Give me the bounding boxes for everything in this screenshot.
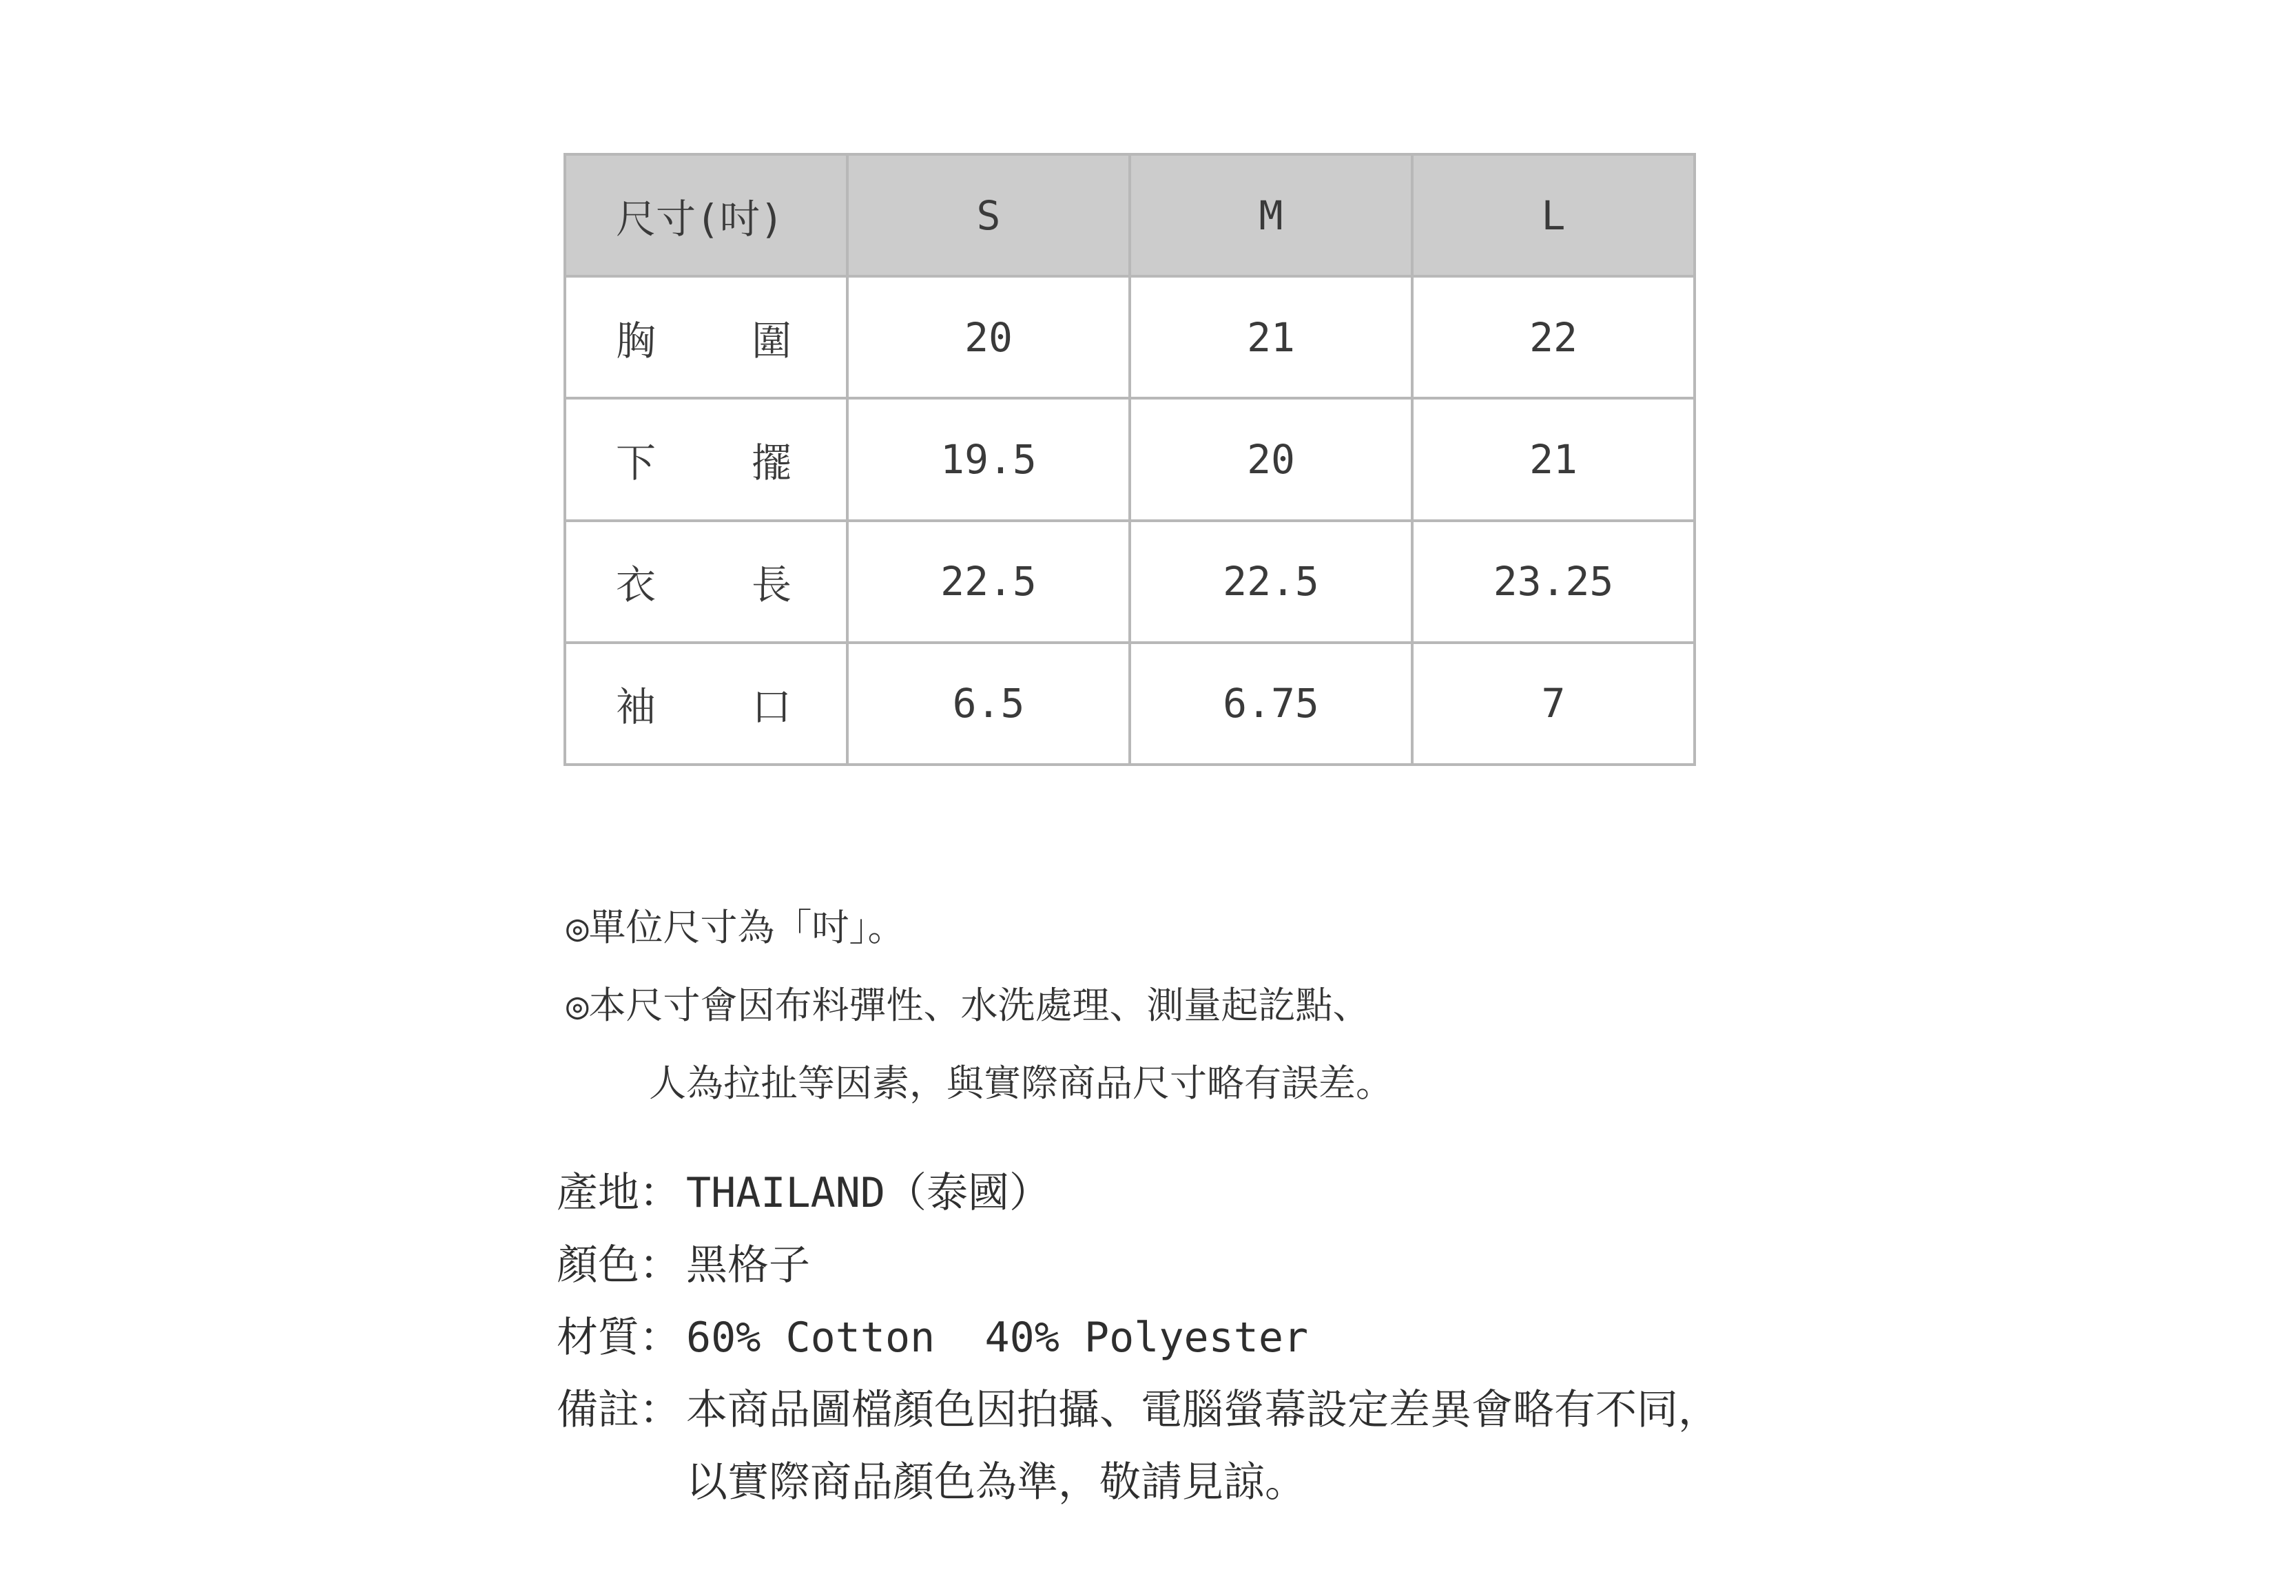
spec-color-label: 顏色： [557, 1241, 681, 1289]
row-label-char: 口 [751, 683, 792, 731]
spec-origin [557, 1157, 1719, 1230]
row-label-char: 胸 [616, 317, 656, 364]
header-cell-size-inch: 尺寸(吋) [565, 154, 847, 276]
row-label-char: 擺 [751, 439, 792, 486]
row-label-char: 長 [751, 561, 792, 609]
table-cell: 6.5 [847, 643, 1130, 765]
row-label-char: 袖 [616, 683, 656, 731]
size-chart-table [563, 153, 1696, 766]
table-cell: 21 [1130, 276, 1412, 398]
note-variance: ◎本尺寸會因布料彈性、水洗處理、測量起訖點、 [566, 984, 1370, 1027]
spec-material-label: 材質： [557, 1314, 681, 1362]
row-label-cuff [565, 643, 847, 765]
spec-color [557, 1230, 1719, 1302]
table-cell: 21 [1412, 398, 1695, 520]
spec-remark-value-continued: 以實際商品顏色為準，敬請見諒。 [686, 1458, 1306, 1506]
measurement-notes [566, 889, 1393, 1122]
header-cell-l: L [1412, 154, 1695, 276]
table-cell: 22.5 [847, 521, 1130, 643]
row-label-hem [565, 398, 847, 520]
spec-material-value: 60% Cotton 40% Polyester [686, 1314, 1309, 1362]
table-row-cuff [565, 643, 1695, 765]
header-cell-s: S [847, 154, 1130, 276]
table-cell: 22 [1412, 276, 1695, 398]
row-label-char: 圍 [751, 317, 792, 364]
table-header-row [565, 154, 1695, 276]
spec-remark-continued [557, 1447, 1719, 1519]
table-cell: 19.5 [847, 398, 1130, 520]
table-cell: 20 [1130, 398, 1412, 520]
header-cell-m: M [1130, 154, 1412, 276]
table-cell: 20 [847, 276, 1130, 398]
spec-remark-value: 本商品圖檔顏色因拍攝、電腦螢幕設定差異會略有不同， [686, 1386, 1719, 1434]
spec-remark-label: 備註： [557, 1386, 681, 1434]
spec-material [557, 1302, 1719, 1374]
row-label-char: 衣 [616, 561, 656, 609]
table-row-chest [565, 276, 1695, 398]
spec-remark [557, 1374, 1719, 1447]
table-row-length [565, 521, 1695, 643]
row-label-char: 下 [616, 439, 656, 486]
table-cell: 22.5 [1130, 521, 1412, 643]
table-cell: 6.75 [1130, 643, 1412, 765]
spec-origin-value: THAILAND（泰國） [686, 1169, 1051, 1217]
product-specs [557, 1157, 1719, 1519]
table-cell: 7 [1412, 643, 1695, 765]
row-label-chest [565, 276, 847, 398]
table-row-hem [565, 398, 1695, 520]
spec-color-value: 黑格子 [686, 1241, 810, 1289]
table-cell: 23.25 [1412, 521, 1695, 643]
row-label-length [565, 521, 847, 643]
note-unit: ◎單位尺寸為「吋」。 [566, 906, 905, 949]
note-variance-continued: 人為拉扯等因素，與實際商品尺寸略有誤差。 [649, 1061, 1393, 1105]
spec-origin-label: 產地： [557, 1169, 681, 1217]
